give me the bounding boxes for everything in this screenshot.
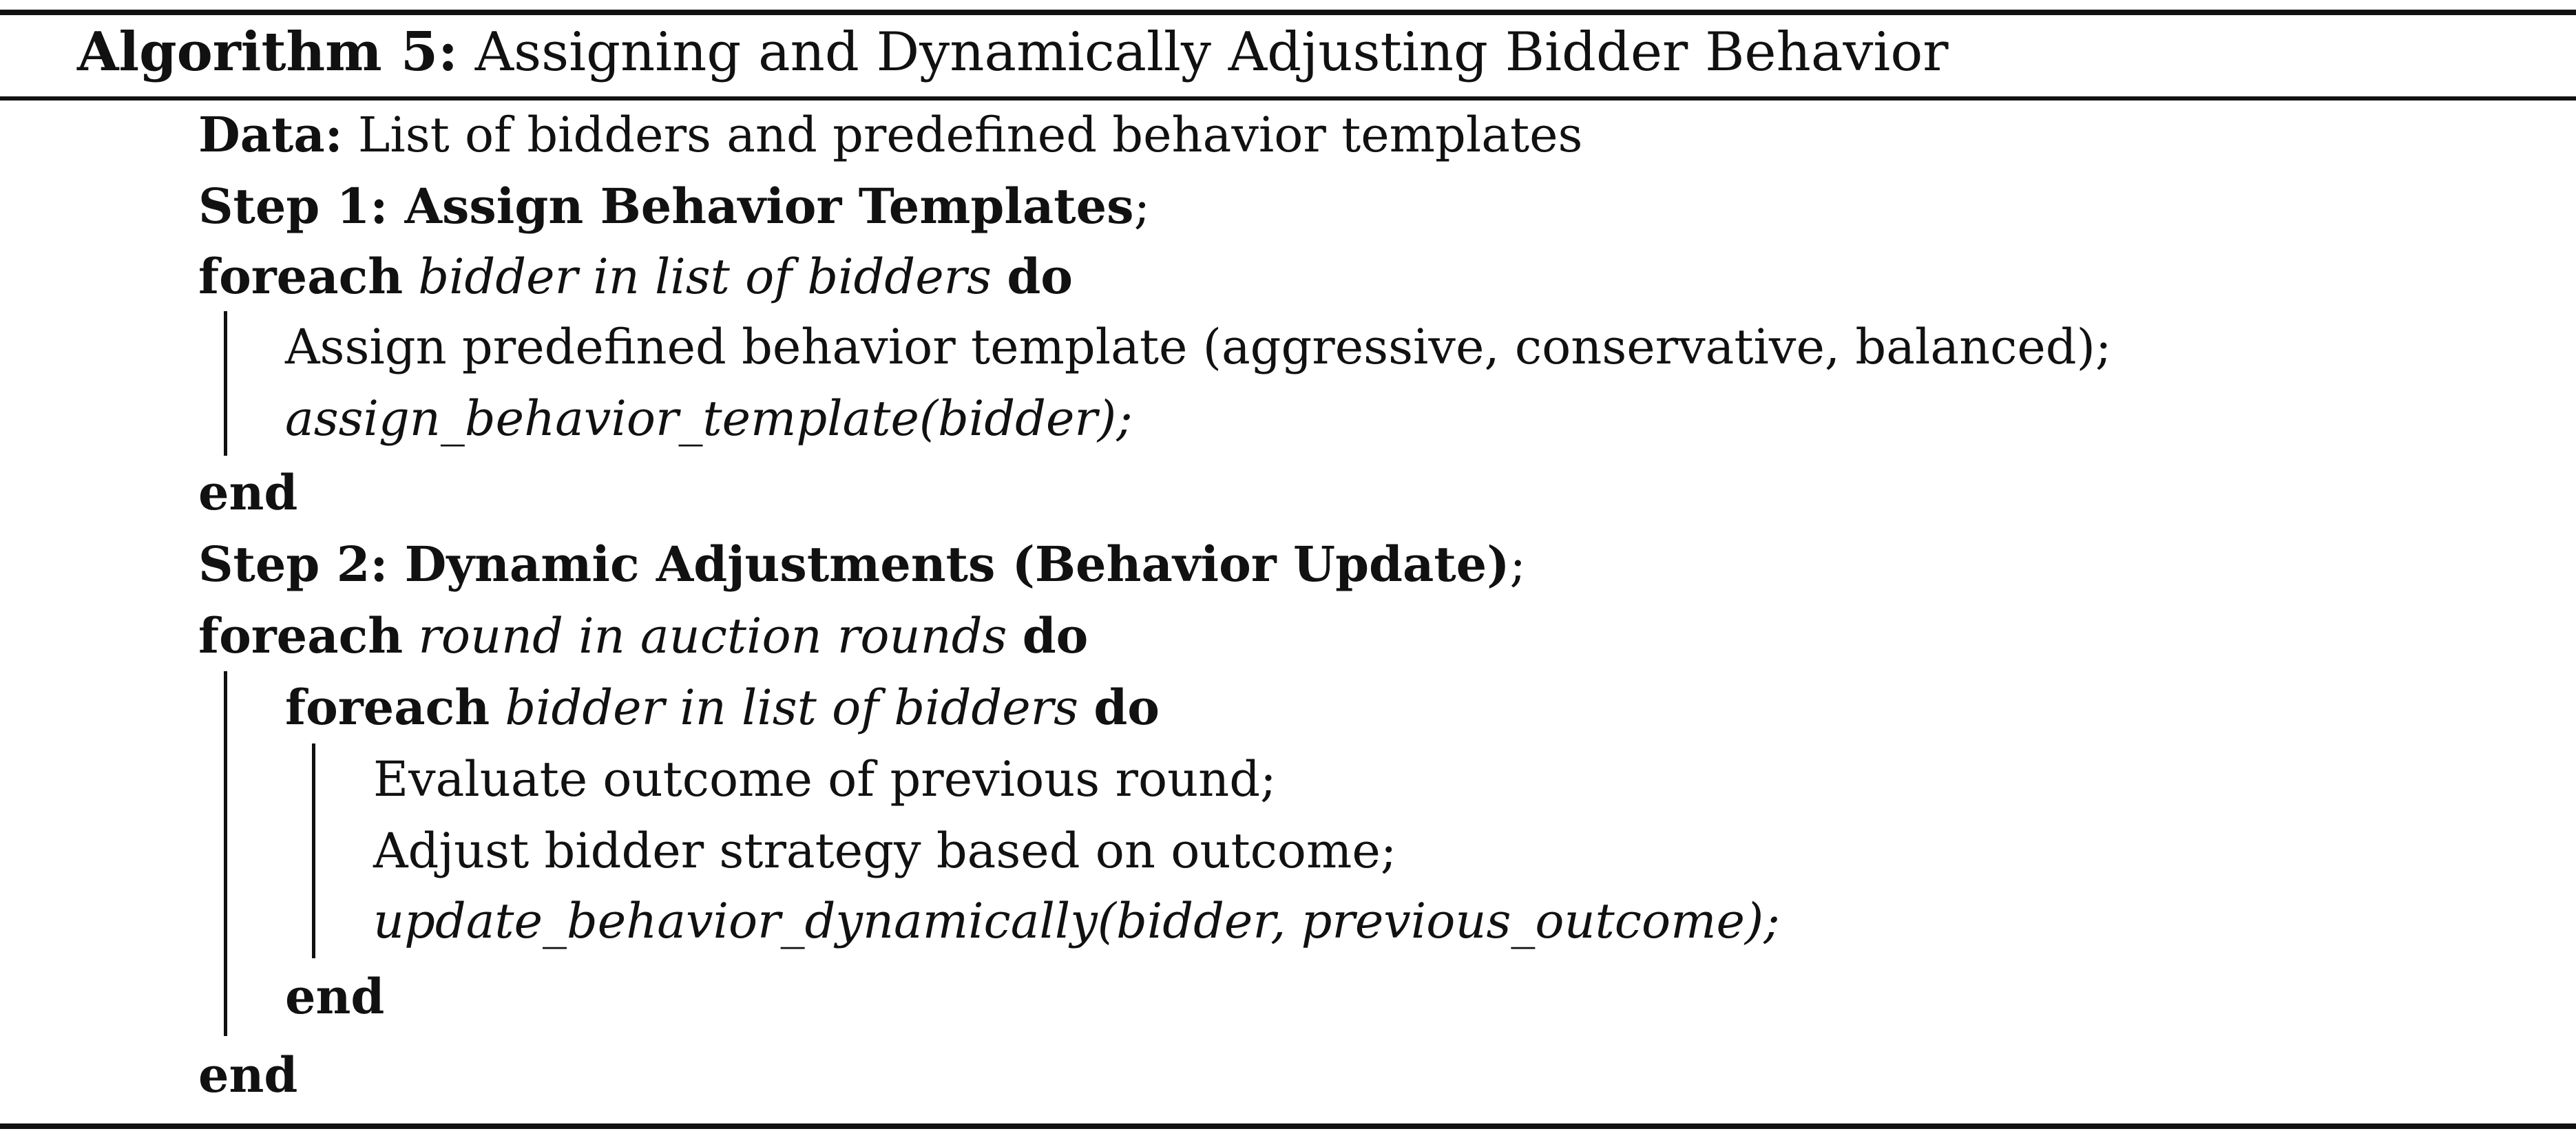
loop1-body-line bbox=[285, 313, 2111, 381]
loop1-header bbox=[198, 242, 1073, 311]
inner-block-bar bbox=[312, 743, 315, 958]
data-text: List of bidders and predefined behavior templates bbox=[357, 107, 1583, 163]
loop1-keyword: foreach bbox=[198, 248, 404, 305]
step1-line bbox=[198, 172, 1150, 241]
algorithm-title: Assigning and Dynamically Adjusting Bidder Behavior bbox=[474, 21, 1949, 83]
loop1-end bbox=[198, 458, 297, 527]
loop2-do: do bbox=[1022, 607, 1089, 664]
loop1-do: do bbox=[1007, 248, 1073, 305]
loop1-body-call: assign_behavior_template(bidder); bbox=[285, 390, 1133, 447]
loop2-header bbox=[198, 602, 1088, 671]
inner-body-text: Adjust bidder strategy based on outcome; bbox=[373, 823, 1397, 879]
loop2-keyword: foreach bbox=[198, 607, 404, 664]
algorithm-caption bbox=[77, 17, 1949, 88]
data-keyword: Data: bbox=[198, 106, 343, 163]
loop1-condition: bidder in list of bidders bbox=[418, 249, 992, 305]
inner-body-text: Evaluate outcome of previous round; bbox=[373, 751, 1277, 807]
loop1-end-keyword: end bbox=[198, 464, 298, 521]
inner-body-line bbox=[373, 745, 1277, 814]
algorithm-label: Algorithm 5: bbox=[77, 21, 458, 83]
step1-suffix: ; bbox=[1133, 178, 1151, 235]
inner-keyword: foreach bbox=[285, 679, 490, 736]
inner-condition: bidder in list of bidders bbox=[505, 679, 1079, 736]
loop2-condition: round in auction rounds bbox=[418, 608, 1007, 664]
loop2-block-bar bbox=[224, 671, 227, 1036]
bottom-rule bbox=[0, 1123, 2576, 1129]
inner-end bbox=[285, 962, 384, 1031]
step1-heading: Step 1: Assign Behavior Templates bbox=[198, 178, 1134, 235]
top-rule bbox=[0, 10, 2576, 15]
data-line bbox=[198, 101, 1582, 169]
inner-end-keyword: end bbox=[285, 968, 385, 1025]
step2-heading: Step 2: Dynamic Adjustments (Behavior Update) bbox=[198, 536, 1510, 593]
loop2-end-keyword: end bbox=[198, 1046, 298, 1104]
inner-body-line bbox=[373, 816, 1396, 885]
step2-line bbox=[198, 530, 1526, 599]
loop1-block-bar bbox=[224, 311, 227, 456]
inner-do: do bbox=[1093, 679, 1160, 736]
inner-body-call: update_behavior_dynamically(bidder, previous_outcome); bbox=[373, 893, 1780, 949]
step2-suffix: ; bbox=[1509, 536, 1526, 593]
inner-body-line bbox=[373, 887, 1780, 956]
loop1-body-text: Assign predefined behavior template (aggressive, conservative, balanced); bbox=[285, 319, 2112, 375]
loop1-body-line bbox=[285, 384, 1133, 453]
loop2-inner-header bbox=[285, 673, 1160, 742]
loop2-end bbox=[198, 1041, 297, 1110]
